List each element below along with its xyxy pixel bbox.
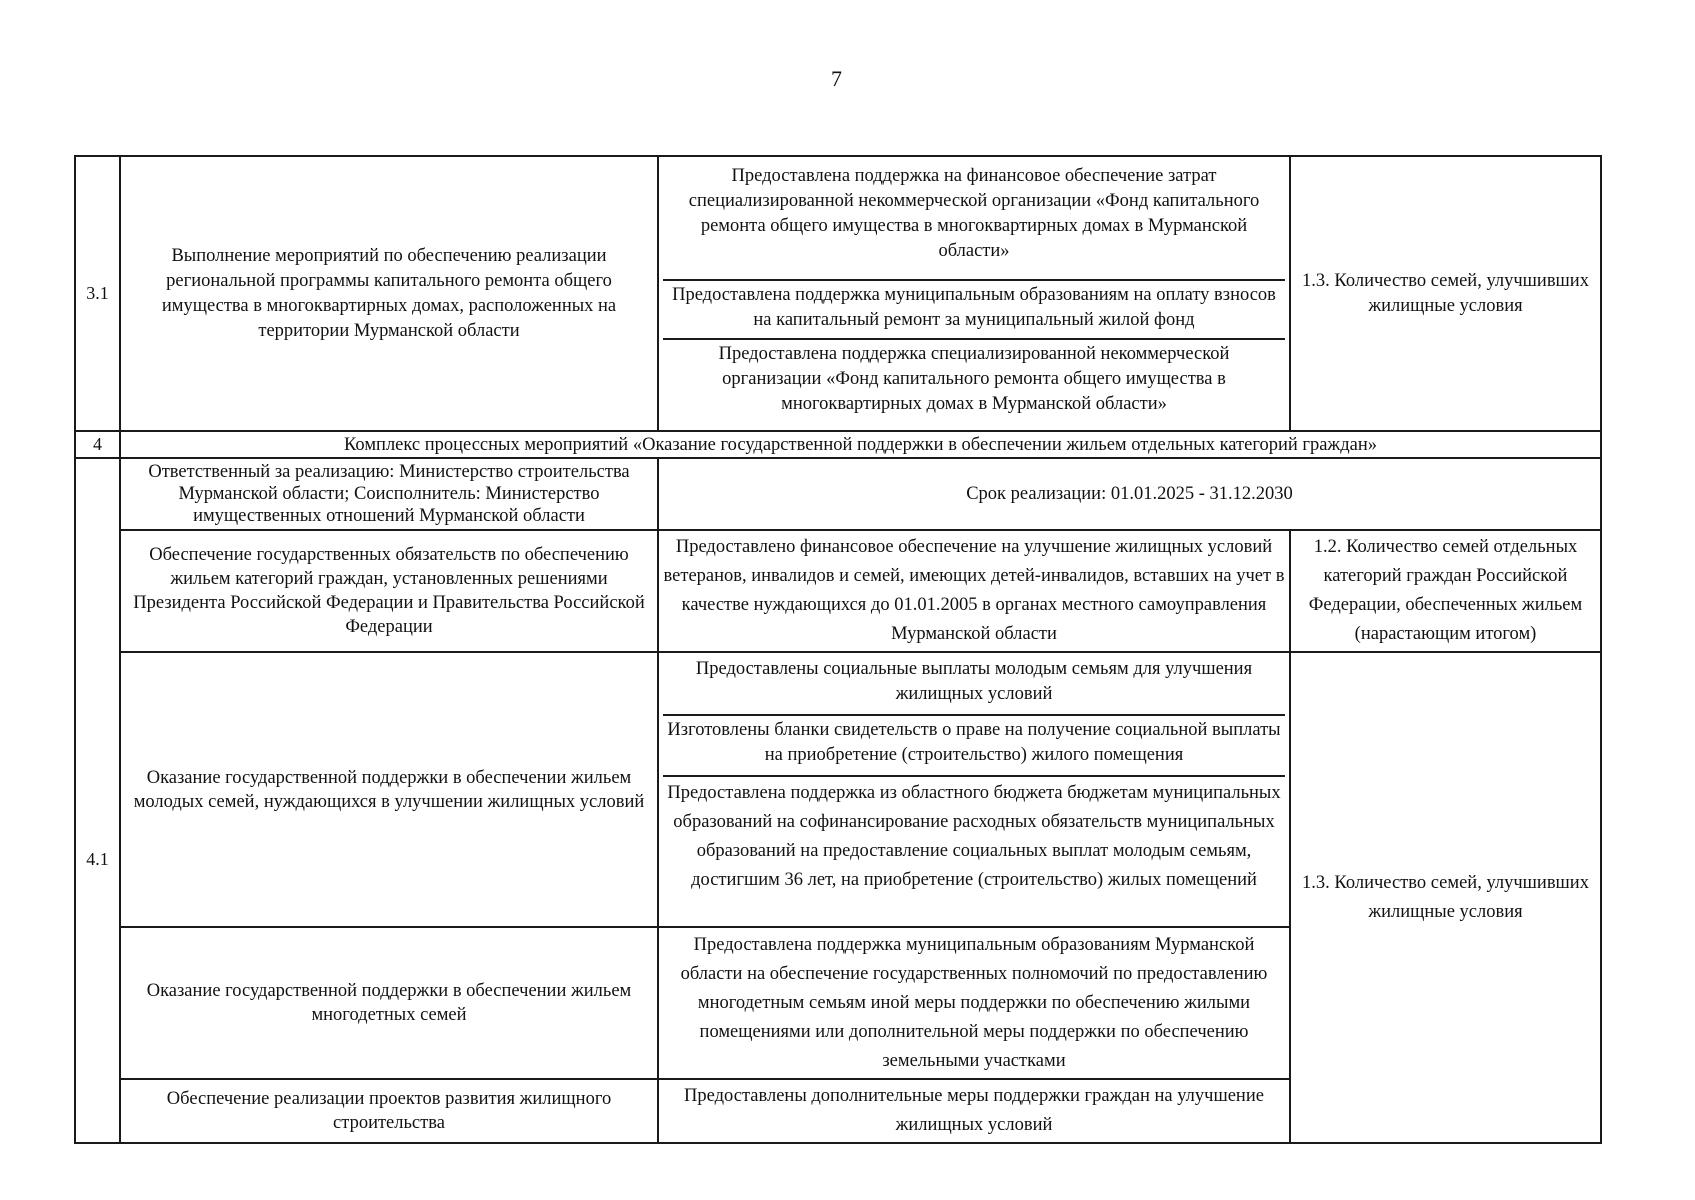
measures-table	[74, 155, 1602, 1144]
table-row	[75, 156, 1601, 431]
task-cell: Выполнение мероприятий по обеспечению реализации региональной программы капитального ремонта общего имущества в многоквартирных домах, расположенных на территории Мурманской области	[120, 156, 658, 431]
result-item: Предоставлена поддержка муниципальным образованиям на оплату взносов на капитальный ремонт за муниципальный жилой фонд	[663, 279, 1285, 338]
task-cell: Оказание государственной поддержки в обеспечении жильем многодетных семей	[120, 927, 658, 1079]
result-cell: Предоставлена поддержка муниципальным образованиям Мурманской области на обеспечение государственных полномочий по предоставлению многодетным семьям иной меры поддержки по обеспечению жилыми помещениями или дополнительной меры поддержки по обеспечению земельными участками	[658, 927, 1290, 1079]
row-number: 4.1	[75, 458, 120, 1143]
task-cell: Оказание государственной поддержки в обеспечении жильем молодых семей, нуждающихся в улучшении жилищных условий	[120, 652, 658, 927]
indicator-cell: 1.2. Количество семей отдельных категорий граждан Российской Федерации, обеспеченных жильем (нарастающим итогом)	[1290, 530, 1601, 652]
indicator-cell: 1.3. Количество семей, улучшивших жилищные условия	[1290, 156, 1601, 431]
page-number: 7	[831, 66, 842, 91]
result-item: Предоставлена поддержка на финансовое обеспечение затрат специализированной некоммерческой организации «Фонд капитального ремонта общего имущества в многоквартирных домах в Мурманской области»	[688, 166, 1260, 261]
table-row	[75, 458, 1601, 530]
responsible-cell: Ответственный за реализацию: Министерство строительства Мурманской области; Соисполнитель: Министерство имущественных отношений Мурманской области	[120, 458, 658, 530]
task-cell: Обеспечение государственных обязательств по обеспечению жильем категорий граждан, установленных решениями Президента Российской Федерации и Правительства Российской Федерации	[120, 530, 658, 652]
result-cell: Предоставлены дополнительные меры поддержки граждан на улучшение жилищных условий	[658, 1079, 1290, 1143]
table-row	[75, 530, 1601, 652]
table-row	[75, 652, 1601, 927]
result-item: Предоставлены социальные выплаты молодым семьям для улучшения жилищных условий	[695, 659, 1253, 704]
section-title: Комплекс процессных мероприятий «Оказание государственной поддержки в обеспечении жильем отдельных категорий граждан»	[120, 431, 1601, 458]
result-item: Предоставлена поддержка специализированной некоммерческой организации «Фонд капитального ремонта общего имущества в многоквартирных домах в Мурманской области»	[663, 338, 1285, 428]
results-cell	[658, 652, 1290, 927]
table-row	[75, 431, 1601, 458]
row-number: 4	[75, 431, 120, 458]
result-cell: Предоставлено финансовое обеспечение на улучшение жилищных условий ветеранов, инвалидов и семей, имеющих детей-инвалидов, вставших на учет в качестве нуждающихся до 01.01.2005 в органах местного самоуправления Мурманской области	[658, 530, 1290, 652]
result-item: Изготовлены бланки свидетельств о праве на получение социальной выплаты на приобретение (строительство) жилого помещения	[663, 714, 1285, 775]
row-number: 3.1	[75, 156, 120, 431]
result-item: Предоставлена поддержка из областного бюджета бюджетам муниципальных образований на софинансирование расходных обязательств муниципальных образований на предоставление социальных выплат молодым семьям, достигшим 36 лет, на приобретение (строительство) жилых помещений	[663, 775, 1285, 924]
results-cell	[658, 156, 1290, 431]
term-cell: Срок реализации: 01.01.2025 - 31.12.2030	[658, 458, 1601, 530]
task-cell: Обеспечение реализации проектов развития жилищного строительства	[120, 1079, 658, 1143]
indicator-cell: 1.3. Количество семей, улучшивших жилищные условия	[1290, 652, 1601, 1143]
